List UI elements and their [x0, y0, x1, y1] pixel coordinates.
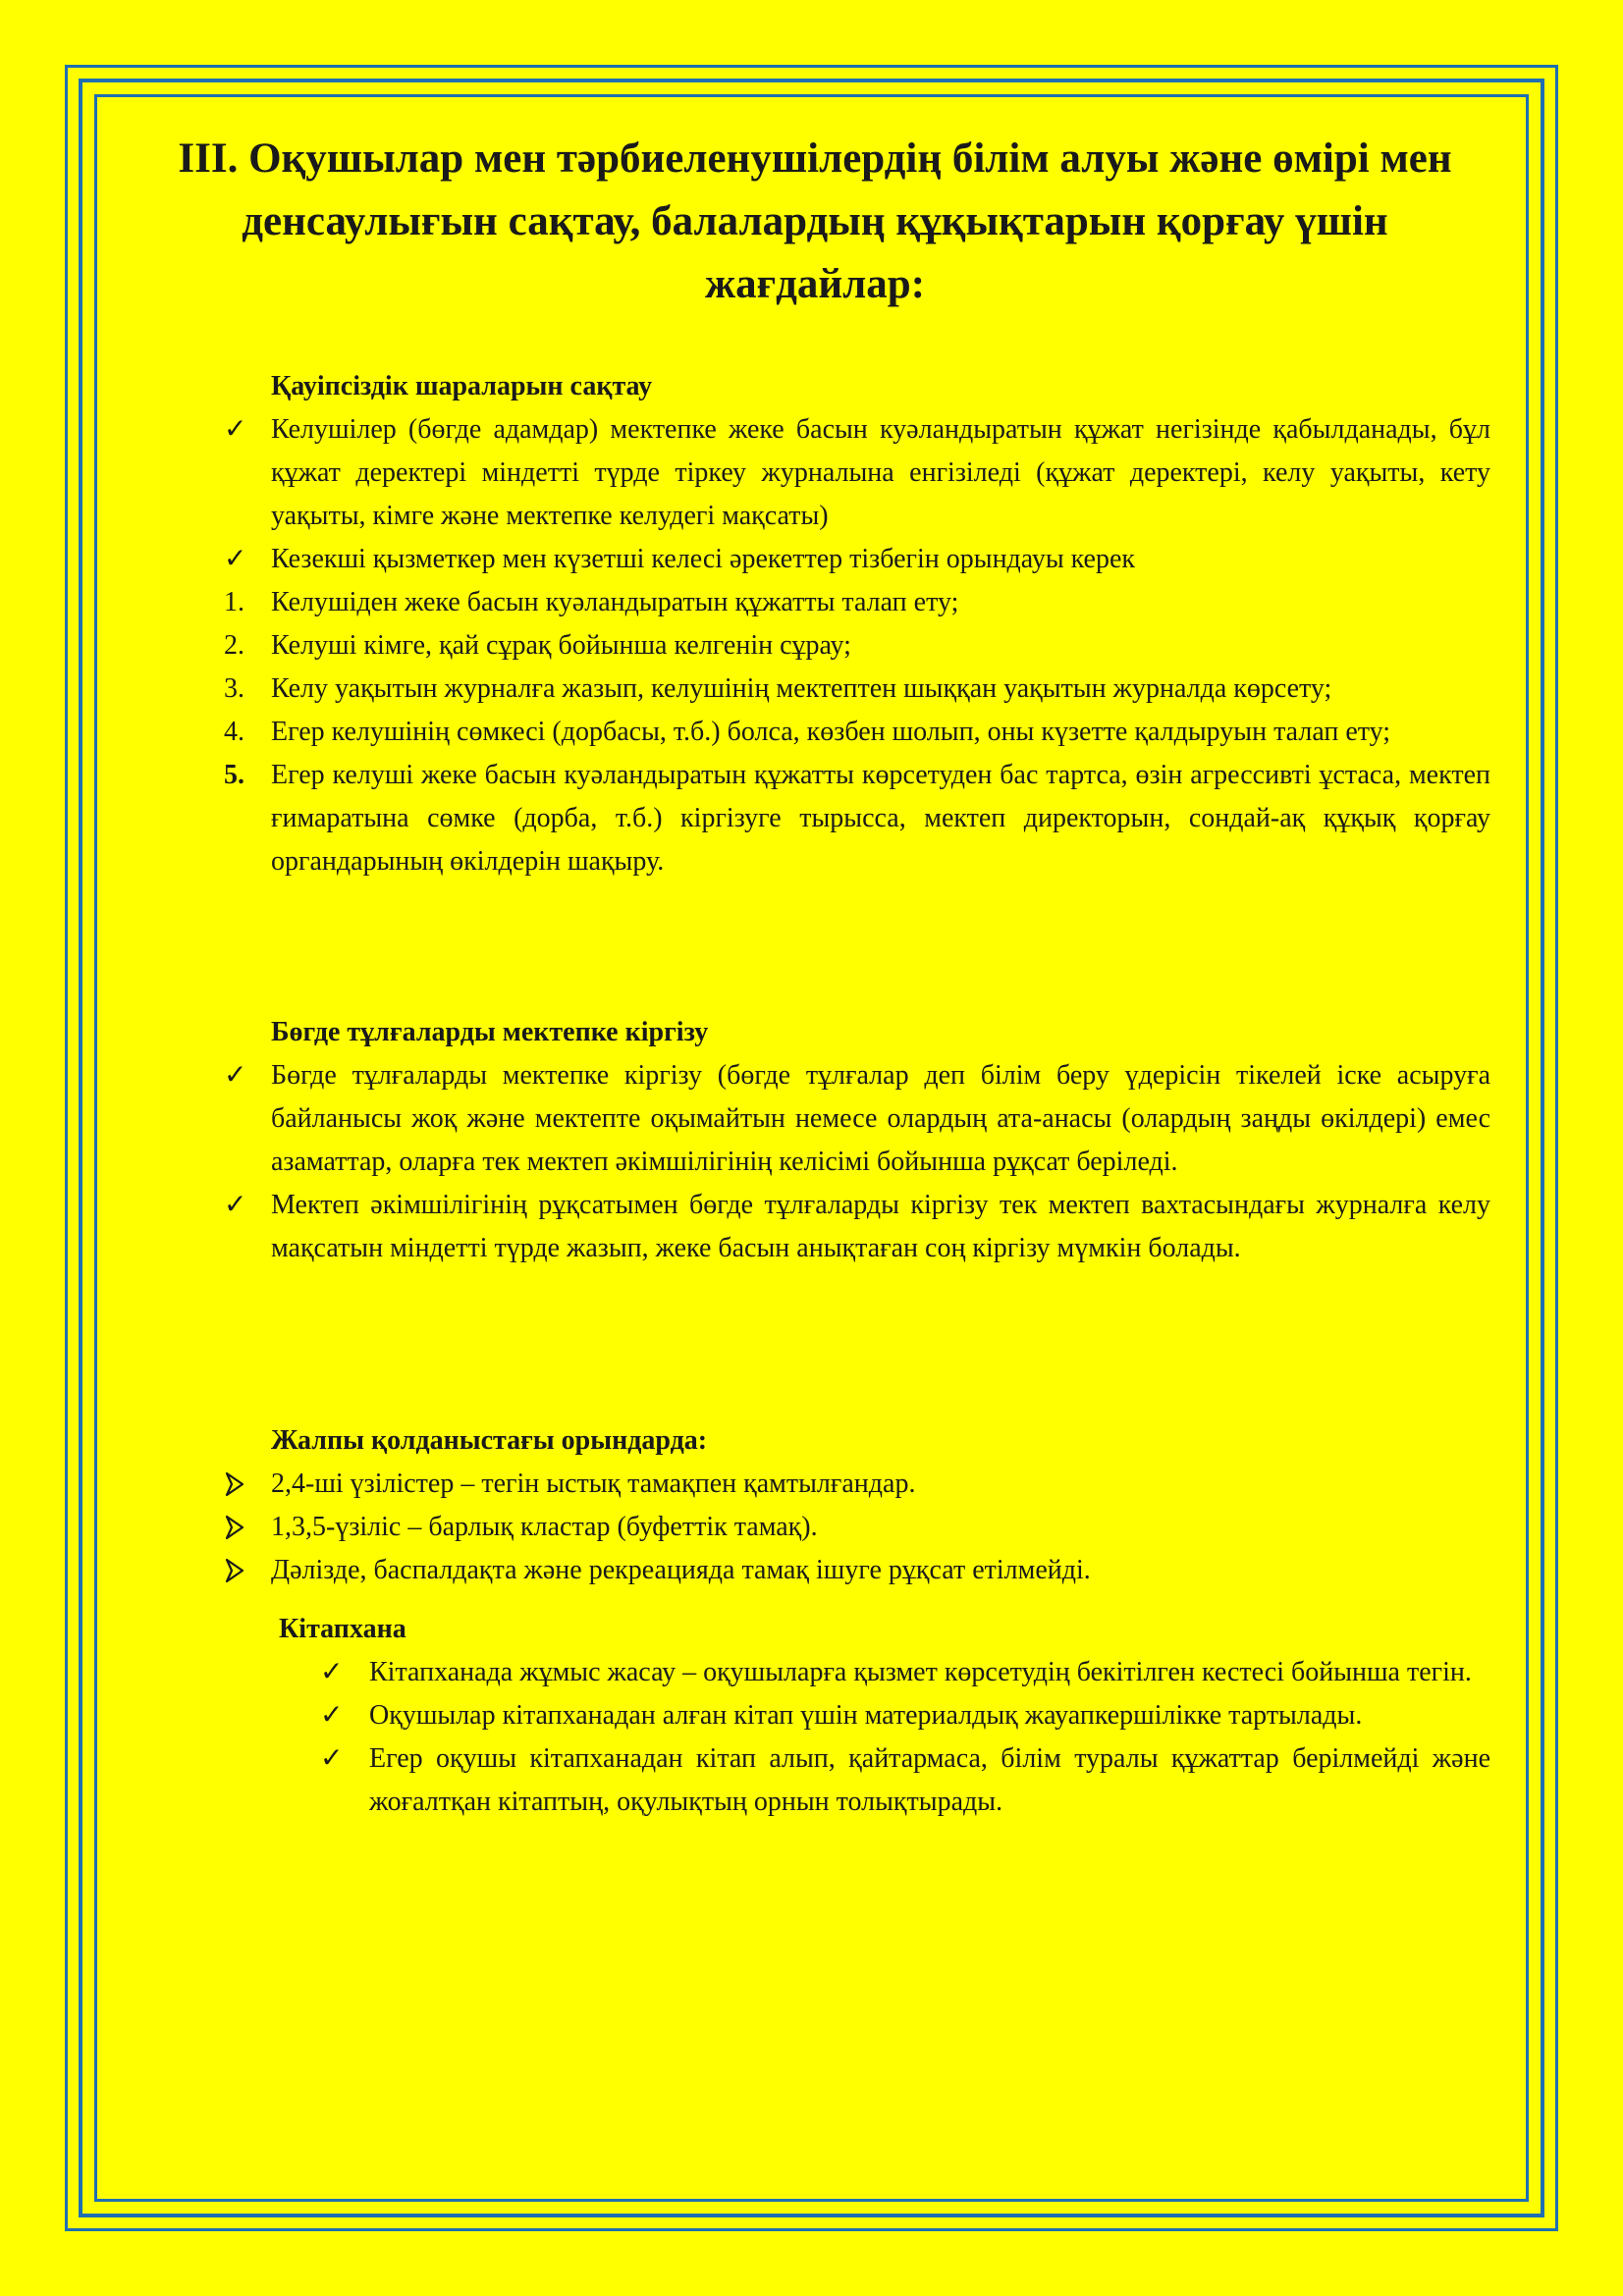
arrow-right-icon [224, 1549, 263, 1606]
list-item-text: 1,3,5-үзіліс – барлық кластар (буфеттік тамақ). [271, 1512, 818, 1542]
check-icon: ✓ [320, 1657, 344, 1687]
list-item-text: Келу уақытын журналға жазып, келушінің мектептен шыққан уақытын журналда көрсету; [271, 673, 1332, 704]
check-icon: ✓ [224, 1190, 247, 1220]
check-icon: ✓ [320, 1700, 344, 1731]
list-item [320, 1737, 1490, 1824]
safety-section [224, 365, 1490, 883]
public-places-heading: Жалпы қолданыстағы орындарда: [271, 1425, 708, 1456]
list-item-text: Кітапханада жұмыс жасау – оқушыларға қызмет көрсетудің бекітілген кестесі бойынша тегін. [369, 1657, 1472, 1687]
visitors-heading: Бөгде тұлғаларды мектепке кіргізу [271, 1017, 709, 1047]
item-number: 1. [224, 587, 244, 617]
check-icon: ✓ [320, 1743, 344, 1774]
page-title: III. Оқушылар мен тәрбиеленушілердің білім алуы және өмірі мен денсаулығын сақтау, балалардың құқықтарын қорғау үшін жағдайлар: [178, 135, 1452, 307]
numbered-item [224, 667, 1490, 711]
list-item-text: Егер келуші жеке басын куәландыратын құжатты көрсетуден бас тартса, өзін агрессивті ұстаса, мектеп ғимаратына сөмке (дорба, т.б.) кіргізуге тырысса, мектеп директорын, сондай-ақ құқық қорғау органдарының өкілдерін шақыру. [271, 760, 1490, 877]
list-item-text: Келуші кімге, қай сұрақ бойынша келгенін сұрау; [271, 630, 851, 661]
item-number: 4. [224, 717, 244, 747]
list-item-text: Келушілер (бөгде адамдар) мектепке жеке басын куәландыратын құжат негізінде қабылданады, бұл құжат деректері міндетті түрде тіркеу журналына енгізіледі (құжат деректері, келу уақыты, кету уақыты, кімге және мектепке келудегі мақсаты) [271, 414, 1490, 531]
list-item [320, 1694, 1490, 1737]
list-item [224, 1506, 1490, 1549]
list-item-text: Егер келушінің сөмкесі (дорбасы, т.б.) болса, көзбен шолып, оны күзетте қалдыруын талап ету; [271, 717, 1391, 747]
list-item [224, 1549, 1490, 1592]
list-item-text: Оқушылар кітапханадан алған кітап үшін материалдық жауапкершілікке тартылады. [369, 1700, 1363, 1731]
visitors-section [224, 1011, 1490, 1270]
safety-heading: Қауіпсіздік шараларын сақтау [271, 371, 653, 401]
item-number: 3. [224, 673, 244, 704]
list-item [320, 1651, 1490, 1694]
list-item [224, 1054, 1490, 1184]
list-item-text: 2,4-ші үзілістер – тегін ыстық тамақпен қамтылғандар. [271, 1468, 916, 1499]
list-item [224, 408, 1490, 538]
check-icon: ✓ [224, 544, 247, 574]
list-item-text: Мектеп әкімшілігінің рұқсатымен бөгде тұлғаларды кіргізу тек мектеп вахтасындағы журналға келу мақсатын міндетті түрде жазып, жеке басын анықтаған соң кіргізу мүмкін болады. [271, 1190, 1490, 1263]
library-section [279, 1608, 1490, 1651]
numbered-item [224, 581, 1490, 624]
list-item-text: Бөгде тұлғаларды мектепке кіргізу (бөгде тұлғалар деп білім беру үдерісін тікелей іске асыруға байланысы жоқ және мектепте оқымайтын немесе олардың ата-анасы (олардың заңды өкілдері) емес азаматтар, оларға тек мектеп әкімшілігінің келісімі бойынша рұқсат беріледі. [271, 1060, 1490, 1177]
list-item [224, 538, 1490, 581]
list-item-text: Кезекші қызметкер мен күзетші келесі әрекеттер тізбегін орындауы керек [271, 544, 1135, 574]
item-number: 2. [224, 630, 244, 661]
list-item-text: Келушіден жеке басын куәландыратын құжатты талап ету; [271, 587, 959, 617]
public-places-section [224, 1419, 1490, 1592]
numbered-item [224, 624, 1490, 667]
numbered-item [224, 711, 1490, 754]
list-item [224, 1184, 1490, 1270]
numbered-item [224, 754, 1490, 883]
list-item [224, 1463, 1490, 1506]
check-icon: ✓ [224, 1060, 247, 1091]
library-heading: Кітапхана [279, 1614, 406, 1644]
check-icon: ✓ [224, 414, 247, 445]
item-number: 5. [224, 760, 244, 790]
library-list [320, 1651, 1490, 1824]
list-item-text: Дәлізде, баспалдақта және рекреацияда тамақ ішуге рұқсат етілмейді. [271, 1555, 1091, 1585]
list-item-text: Егер оқушы кітапханадан кітап алып, қайтармаса, білім туралы құжаттар берілмейді және жоғалтқан кітаптың, оқулықтың орнын толықтырады. [369, 1743, 1490, 1817]
